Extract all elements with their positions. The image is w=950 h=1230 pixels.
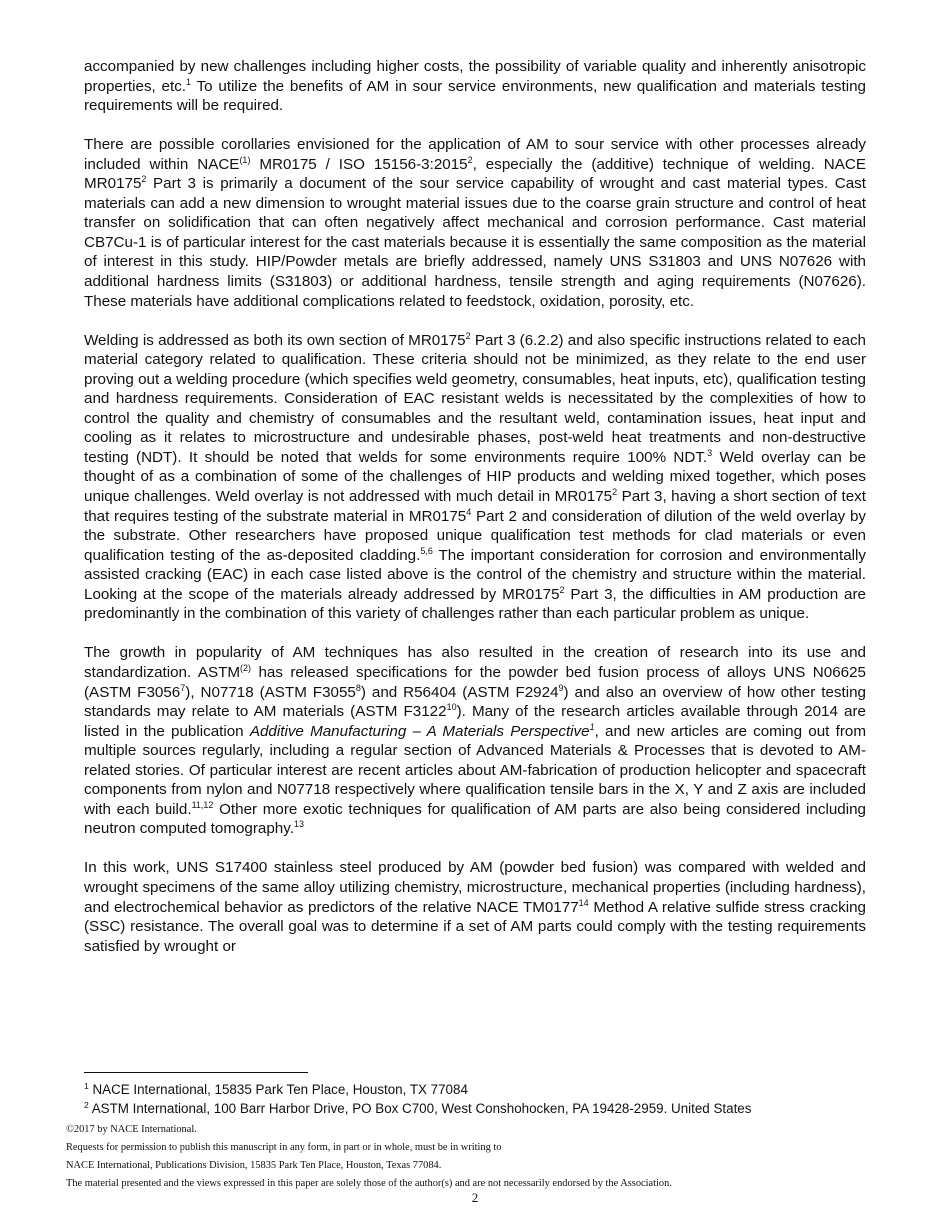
permission-line: Requests for permission to publish this manuscript in any form, in part or in whole, must be in writing to (66, 1142, 502, 1153)
citation-superscript: 5,6 (420, 545, 433, 556)
text-run: Other more exotic techniques for qualification of AM parts are also being considered including neutron computed tomography. (84, 800, 866, 838)
body-text (84, 57, 866, 956)
footnote-text: NACE International, 15835 Park Ten Place, Houston, TX 77084 (92, 1082, 468, 1097)
disclaimer-line: The material presented and the views expressed in this paper are solely those of the author(s) and are not necessarily endorsed by the Association. (66, 1178, 672, 1189)
citation-superscript: 2 (467, 154, 473, 165)
text-run: Part 3, having a short section of text that requires testing of the substrate material in MR0175 (84, 488, 866, 525)
italic-title: Additive Manufacturing – A Materials Perspective (249, 722, 590, 740)
footnotes (84, 1080, 884, 1118)
copyright-block (66, 1121, 906, 1193)
footnote (84, 1099, 884, 1118)
citation-superscript: 2 (141, 174, 147, 185)
text-run: Part 3 is primarily a document of the sour service capability of wrought and cast material types. Cast materials can add a new dimension to wrought material issues due to the coarse grain structure and control of heat transfer on solidification that can often negatively affect mechanical and corrosion performance. Cast material CB7Cu-1 is of particular interest for the cast materials because it is essentially the same composition as the material of interest in this study. HIP/Powder metals are briefly addressed, namely UNS S31803 and UNS N07626 with additional hardness limits (S31803) or additional hardness, tensile strength and aging requirements (N07626). These materials have additional complications related to feedstock, oxidation, porosity, etc. (84, 175, 866, 310)
text-run: Part 3, the difficulties in AM production are predominantly in the combination of this variety of challenges rather than each particular problem as unique. (84, 585, 867, 623)
paragraph (84, 858, 866, 956)
citation-superscript: 14 (578, 897, 589, 908)
citation-superscript: 8 (355, 682, 361, 693)
footnote-marker: 1 (84, 1081, 89, 1091)
text-run: Weld overlay can be thought of as a combination of some of the challenges of HIP products and welding mixed together, which poses unique challenges. Weld overlay is not addressed with much detail in MR0175 (84, 448, 866, 506)
text-run: ) and also an overview of how other testing standards may relate to AM materials (ASTM F3122 (84, 683, 866, 721)
text-run: The important consideration for corrosion and environmentally assisted cracking (EAC) in each case listed above is the control of the chemistry and structure within the material. Looking at the scope of the materials already addressed by MR0175 (84, 546, 866, 603)
citation-superscript: 4 (466, 506, 472, 517)
citation-superscript: 2 (612, 487, 618, 498)
copyright-line: ©2017 by NACE International. (66, 1124, 197, 1135)
paragraph (84, 135, 866, 311)
text-run: Method A relative sulfide stress cracking (SSC) resistance. The overall goal was to determine if a set of AM parts could comply with the testing requirements satisfied by wrought or (84, 898, 866, 955)
footnote-marker: 2 (84, 1100, 89, 1110)
citation-superscript: 2 (465, 330, 471, 341)
citation-superscript: 10 (446, 702, 457, 713)
footnote (84, 1080, 884, 1099)
publisher-address-line: NACE International, Publications Division, 15835 Park Ten Place, Houston, Texas 77084. (66, 1160, 442, 1171)
paragraph (84, 331, 866, 624)
paragraph (84, 643, 866, 838)
footnote-text: ASTM International, 100 Barr Harbor Drive, PO Box C700, West Conshohocken, PA 19428-2959. United States (91, 1101, 752, 1116)
citation-superscript: 7 (180, 682, 186, 693)
text-run: ). Many of the research articles available through 2014 are listed in the publication (84, 703, 866, 740)
citation-superscript: 2 (559, 584, 565, 595)
citation-superscript: 9 (558, 682, 564, 693)
citation-superscript: 13 (293, 819, 304, 830)
citation-superscript: (1) (239, 154, 251, 165)
page-number: 2 (471, 1190, 479, 1205)
citation-superscript: 1 (589, 721, 595, 732)
text-run: , especially the (additive) technique of welding. NACE MR0175 (84, 155, 866, 193)
paragraph (84, 57, 866, 116)
citation-superscript: 3 (707, 447, 713, 458)
text-run: Part 2 and consideration of dilution of the weld overlay by the substrate. Other researchers have proposed unique qualification test methods for clad materials or even qualification testing of the as-deposited cladding. (84, 507, 866, 564)
citation-superscript: 1 (186, 76, 192, 87)
citation-superscript: (2) (240, 662, 252, 673)
text-run: There are possible corollaries envisioned for the application of AM to sour service with other processes already included within NACE (84, 136, 866, 173)
text-run: accompanied by new challenges including higher costs, the possibility of variable quality and inherently anisotropic properties, etc. (84, 58, 866, 95)
footnote-divider (84, 1072, 308, 1073)
text-run: ), N07718 (ASTM F3055 (185, 683, 356, 701)
text-run: Welding is addressed as both its own section of MR0175 (84, 331, 466, 349)
text-run: ) and R56404 (ASTM F2924 (360, 683, 559, 701)
text-run: Part 3 (6.2.2) and also specific instructions related to each material category related to qualification. These criteria should not be minimized, as they relate to the end user proving out a welding procedure (which specifies weld geometry, consumables, heat inputs, etc), qualification testing and hardness requirements. Consideration of EAC resistant welds is necessitated by the complexities of how to control the quality and chemistry of consumables and the resultant weld, contamination issues, heat input and cooling as it relates to microstructure and undesirable phases, post-weld heat treatments and non-destructive testing (NDT). It should be noted that welds for some environments require 100% NDT. (84, 331, 866, 466)
text-run: The growth in popularity of AM techniques has also resulted in the creation of research into its use and standardization. ASTM (84, 644, 866, 681)
citation-superscript: 11,12 (191, 799, 214, 810)
text-run: has released specifications for the powder bed fusion process of alloys UNS N06625 (ASTM F3056 (84, 663, 866, 701)
text-run: , and new articles are coming out from multiple sources regularly, including a regular section of Advanced Materials & Processes that is devoted to AM-related stories. Of particular interest are recent articles about AM-fabrication of production helicopter and spacecraft components from nylon and N07718 respectively where qualification tensile bars in the X, Y and Z axis are included with each build. (84, 722, 866, 818)
text-run: MR0175 / ISO 15156-3:2015 (250, 155, 468, 173)
text-run: In this work, UNS S17400 stainless steel produced by AM (powder bed fusion) was compared with welded and wrought specimens of the same alloy utilizing chemistry, microstructure, mechanical properties (including hardness), and electrochemical behavior as predictors of the relative NACE TM0177 (84, 859, 866, 916)
text-run: To utilize the benefits of AM in sour service environments, new qualification and materials testing requirements will be required. (84, 77, 866, 115)
